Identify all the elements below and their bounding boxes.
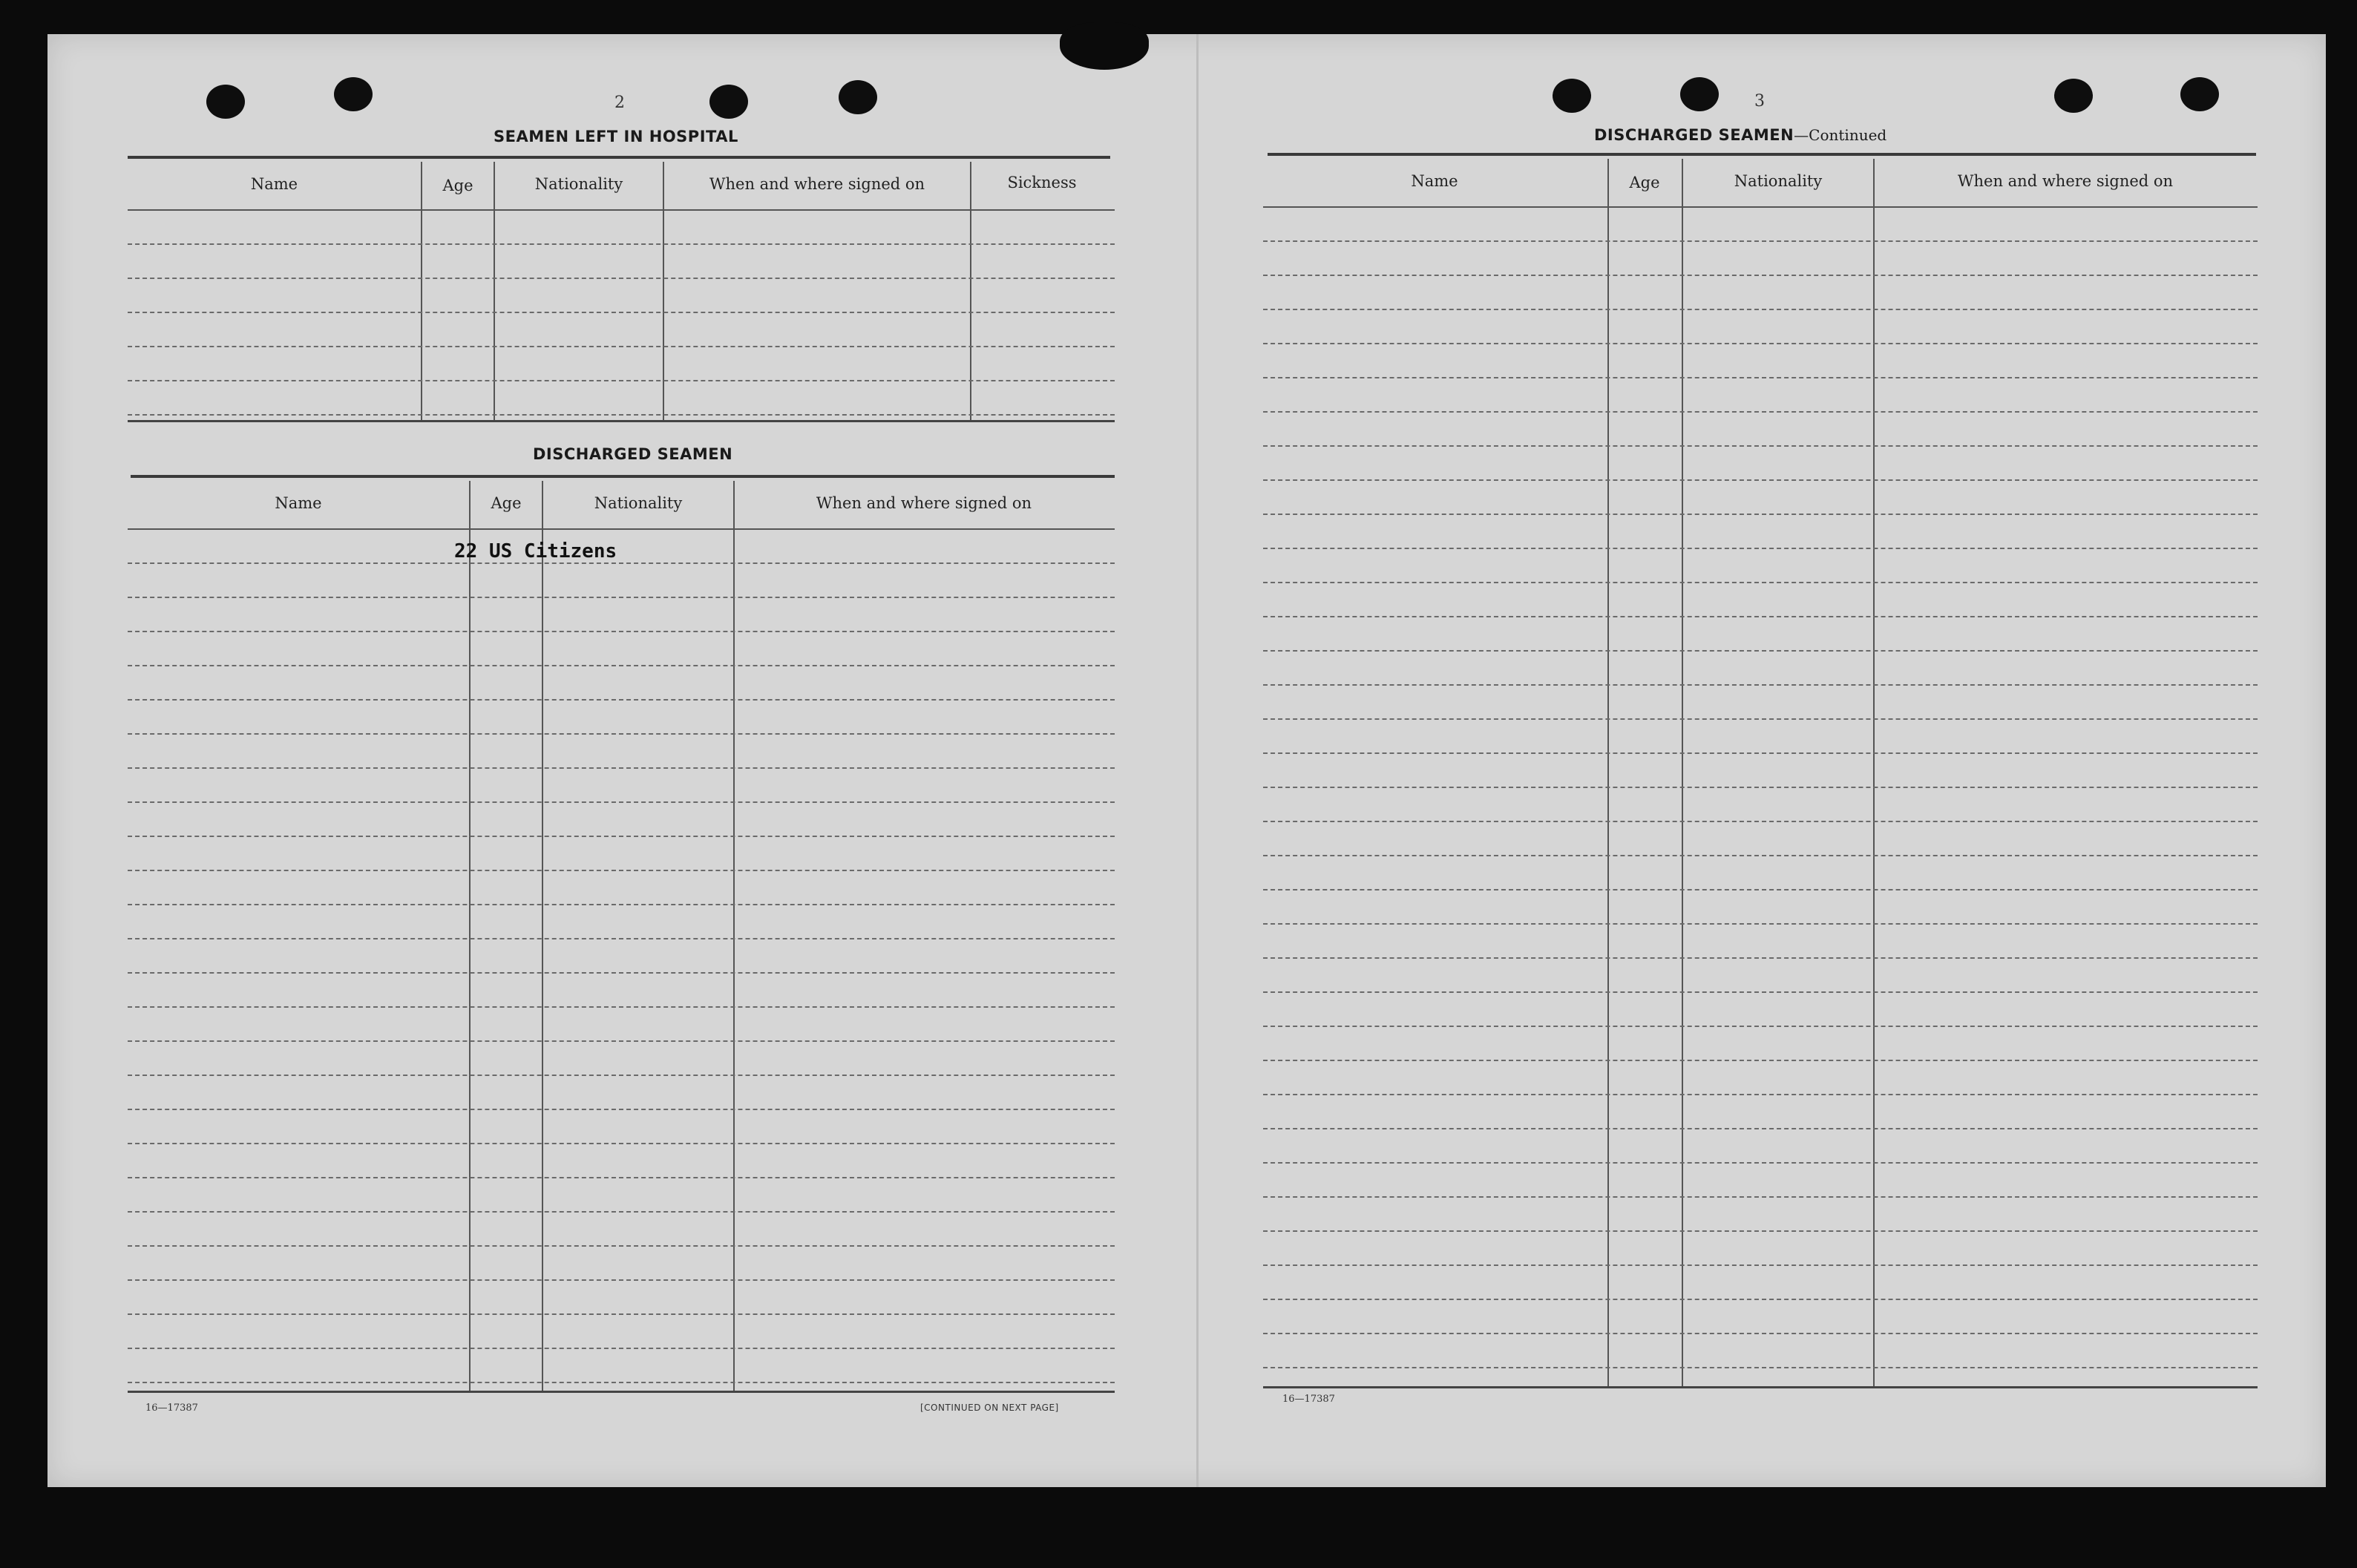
table-row: [128, 1245, 1115, 1281]
table-row: [128, 209, 1115, 245]
table-row: [128, 562, 1115, 598]
table-row: [1263, 548, 2258, 583]
page-fold: [1196, 34, 1199, 1487]
punch-hole: [839, 80, 877, 114]
table-row: [1263, 377, 2258, 413]
table-row: [128, 528, 1115, 564]
table-row: [128, 699, 1115, 735]
table-row: [1263, 1333, 2258, 1368]
table-row: [128, 1075, 1115, 1110]
table-row: [1263, 957, 2258, 993]
table-bottom-rule: [128, 1391, 1115, 1393]
table-row: [128, 904, 1115, 939]
table-row: [128, 1211, 1115, 1247]
table-row: [128, 1313, 1115, 1349]
page-number: 2: [614, 94, 625, 112]
table-row: [128, 597, 1115, 632]
table-row: [1263, 650, 2258, 686]
table-row: [1263, 1299, 2258, 1334]
hospital-table: [128, 162, 1115, 423]
title-continued: —Continued: [1794, 126, 1887, 144]
column-header-sickness: Sickness: [1007, 174, 1077, 191]
discharged-table: [128, 481, 1115, 1394]
column-header-age: Age: [1629, 174, 1660, 191]
hospital-section-title: SEAMEN LEFT IN HOSPITAL: [494, 128, 738, 145]
table-row: [128, 243, 1115, 279]
table-row: [128, 1143, 1115, 1178]
table-row: [128, 1040, 1115, 1076]
table-bottom-rule: [128, 420, 1115, 422]
column-header-nationality: Nationality: [1734, 172, 1823, 190]
table-row: [128, 1006, 1115, 1042]
table-row: [1263, 1094, 2258, 1129]
punch-hole: [1680, 77, 1719, 111]
discharged-section-title: DISCHARGED SEAMEN: [533, 445, 733, 463]
rule: [128, 156, 1110, 159]
column-header-age: Age: [491, 494, 522, 512]
punch-hole: [334, 77, 373, 111]
table-row: [128, 1109, 1115, 1144]
table-row: [128, 312, 1115, 347]
table-row: [1263, 411, 2258, 447]
table-row: [128, 1348, 1115, 1383]
discharged-continued-title: [1594, 126, 1886, 144]
typed-entry: 22 US Citizens: [454, 540, 617, 562]
column-header-nationality: Nationality: [534, 175, 623, 193]
table-row: [1263, 616, 2258, 652]
torn-edge: [1060, 22, 1149, 70]
column-header-age: Age: [442, 177, 473, 194]
table-row: [1263, 718, 2258, 754]
column-header-signed-on: When and where signed on: [709, 175, 925, 193]
table-row: [1263, 855, 2258, 890]
rule: [131, 475, 1115, 478]
table-row: [128, 346, 1115, 381]
column-header-signed-on: When and where signed on: [816, 494, 1032, 512]
table-row: [128, 1279, 1115, 1315]
table-row: [128, 278, 1115, 313]
table-bottom-rule: [1263, 1386, 2258, 1388]
title-main: DISCHARGED SEAMEN: [1594, 126, 1794, 144]
table-row: [1263, 582, 2258, 617]
table-row: [1263, 309, 2258, 344]
column-header-signed-on: When and where signed on: [1957, 172, 2174, 190]
table-row: [128, 665, 1115, 701]
table-row: [1263, 275, 2258, 310]
form-number: 16—17387: [1282, 1394, 1335, 1405]
table-row: [1263, 1264, 2258, 1300]
punch-hole: [2054, 79, 2093, 113]
table-row: [1263, 514, 2258, 549]
punch-hole: [1553, 79, 1591, 113]
table-row: [1263, 1230, 2258, 1266]
table-row: [128, 836, 1115, 871]
column-header-nationality: Nationality: [594, 494, 683, 512]
column-header-name: Name: [1411, 172, 1458, 190]
form-number: 16—17387: [145, 1403, 198, 1414]
punch-hole: [2180, 77, 2219, 111]
table-row: [1263, 445, 2258, 481]
table-row: [1263, 787, 2258, 822]
page-number: 3: [1754, 92, 1765, 111]
table-row: [128, 1177, 1115, 1213]
table-row: [1263, 923, 2258, 959]
table-row: [128, 972, 1115, 1008]
rule: [1268, 153, 2256, 156]
table-row: [1263, 240, 2258, 276]
table-row: [1263, 1162, 2258, 1198]
table-row: [128, 380, 1115, 416]
punch-hole: [709, 85, 748, 119]
table-row: [1263, 1060, 2258, 1095]
table-row: [1263, 889, 2258, 925]
table-row: [1263, 479, 2258, 515]
table-row: [1263, 684, 2258, 720]
table-row: [1263, 343, 2258, 378]
table-row: [128, 631, 1115, 666]
column-header-name: Name: [275, 494, 322, 512]
punch-hole: [206, 85, 245, 119]
table-row: [128, 870, 1115, 905]
table-row: [1263, 1196, 2258, 1232]
discharged-continued-table: [1263, 159, 2258, 1391]
column-header-name: Name: [250, 175, 298, 193]
table-row: [128, 767, 1115, 803]
continued-note: [CONTINUED ON NEXT PAGE]: [920, 1403, 1059, 1413]
table-row: [1263, 752, 2258, 788]
table-row: [128, 801, 1115, 837]
table-row: [128, 733, 1115, 769]
table-row: [1263, 1128, 2258, 1164]
table-row: [1263, 1026, 2258, 1061]
table-row: [1263, 991, 2258, 1027]
table-row: [1263, 206, 2258, 242]
table-row: [1263, 821, 2258, 856]
table-row: [128, 938, 1115, 974]
